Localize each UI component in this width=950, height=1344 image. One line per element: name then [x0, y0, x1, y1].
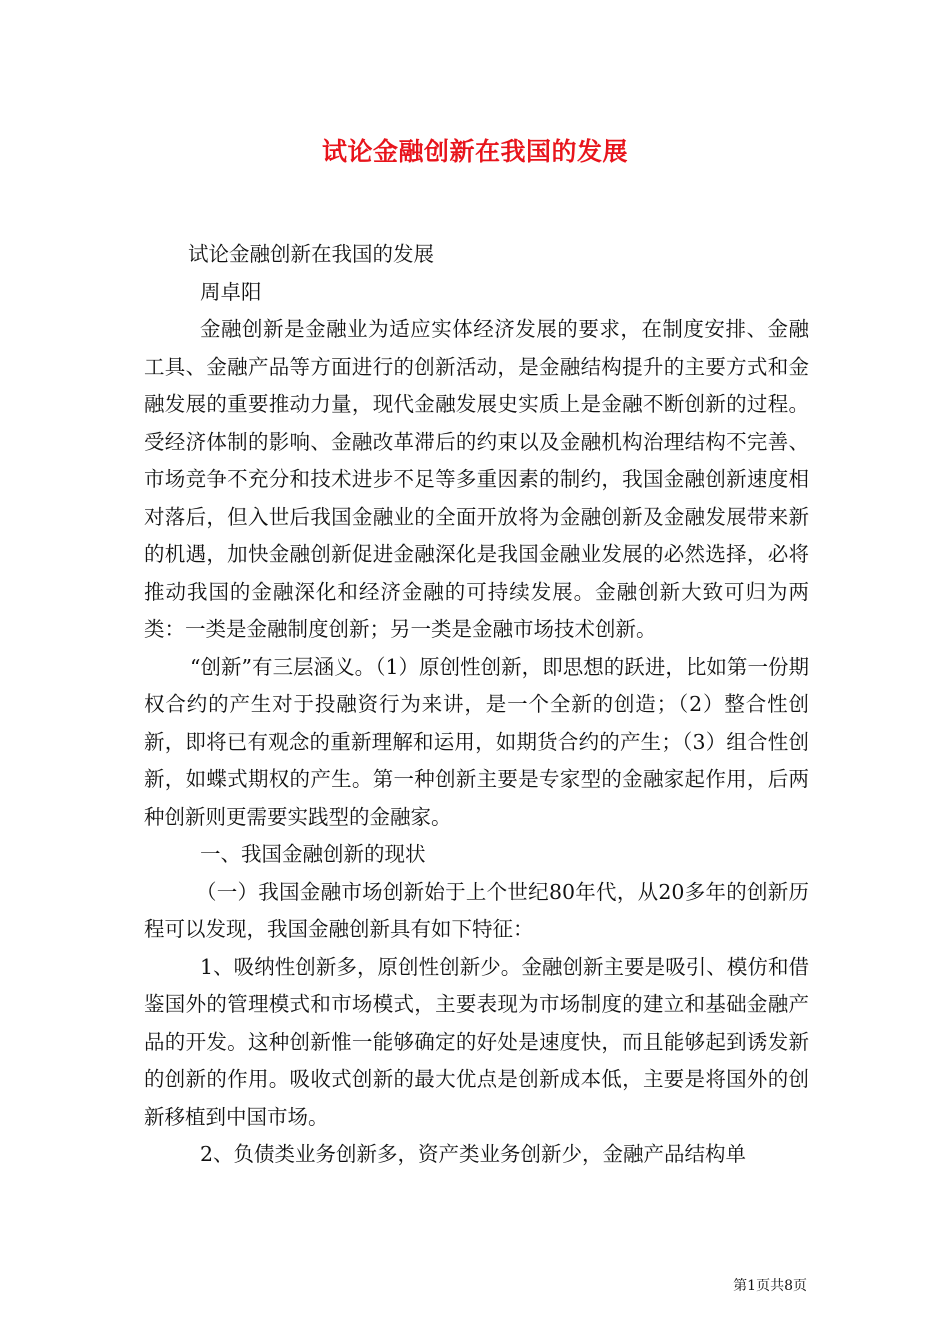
page-number-footer: 第1页共8页: [733, 1278, 807, 1294]
author-name: 周卓阳: [200, 279, 262, 304]
paragraph-intro: 金融创新是金融业为适应实体经济发展的要求，在制度安排、金融工具、金融产品等方面进行的创新活动，是金融结构提升的主要方式和金融发展的重要推动力量，现代金融发展史实质上是金融不断创新的过程。受经济体制的影响、金融改革滞后的约束以及金融机构治理结构不完善、市场竞争不充分和技术进步不足等多重因素的制约，我国金融创新速度相对落后，但入世后我国金融业的全面开放将为金融创新及金融发展带来新的机遇，加快金融创新促进金融深化是我国金融业发展的必然选择，必将推动我国的金融深化和经济金融的可持续发展。金融创新大致可归为两类：一类是金融制度创新；另一类是金融市场技术创新。: [144, 317, 809, 641]
paragraph-market-innovation: （一）我国金融市场创新始于上个世纪80年代，从20多年的创新历程可以发现，我国金融创新具有如下特征：: [144, 879, 809, 941]
page-title: 试论金融创新在我国的发展: [321, 137, 628, 166]
article-subtitle: 试论金融创新在我国的发展: [188, 242, 434, 266]
paragraph-innovation-meaning: “创新”有三层涵义。（1）原创性创新，即思想的跃进，比如第一份期权合约的产生对于投融资行为来讲，是一个全新的创造；（2）整合性创新，即将已有观念的重新理解和运用，如期货合约的产生；（3）组合性创新，如蝶式期权的产生。第一种创新主要是专家型的金融家起作用，后两种创新则更需要实践型的金融家。: [144, 654, 809, 829]
paragraph-point-2: 2、负债类业务创新多，资产类业务创新少，金融产品结构单: [200, 1142, 747, 1166]
paragraph-point-1: 1、吸纳性创新多，原创性创新少。金融创新主要是吸引、模仿和借鉴国外的管理模式和市场模式，主要表现为市场制度的建立和基础金融产品的开发。这种创新惟一能够确定的好处是速度快，而且能够起到诱发新的创新的作用。吸收式创新的最大优点是创新成本低，主要是将国外的创新移植到中国市场。: [144, 954, 809, 1129]
document-body: [144, 236, 809, 1174]
section-heading-current-status: 一、我国金融创新的现状: [200, 842, 426, 866]
